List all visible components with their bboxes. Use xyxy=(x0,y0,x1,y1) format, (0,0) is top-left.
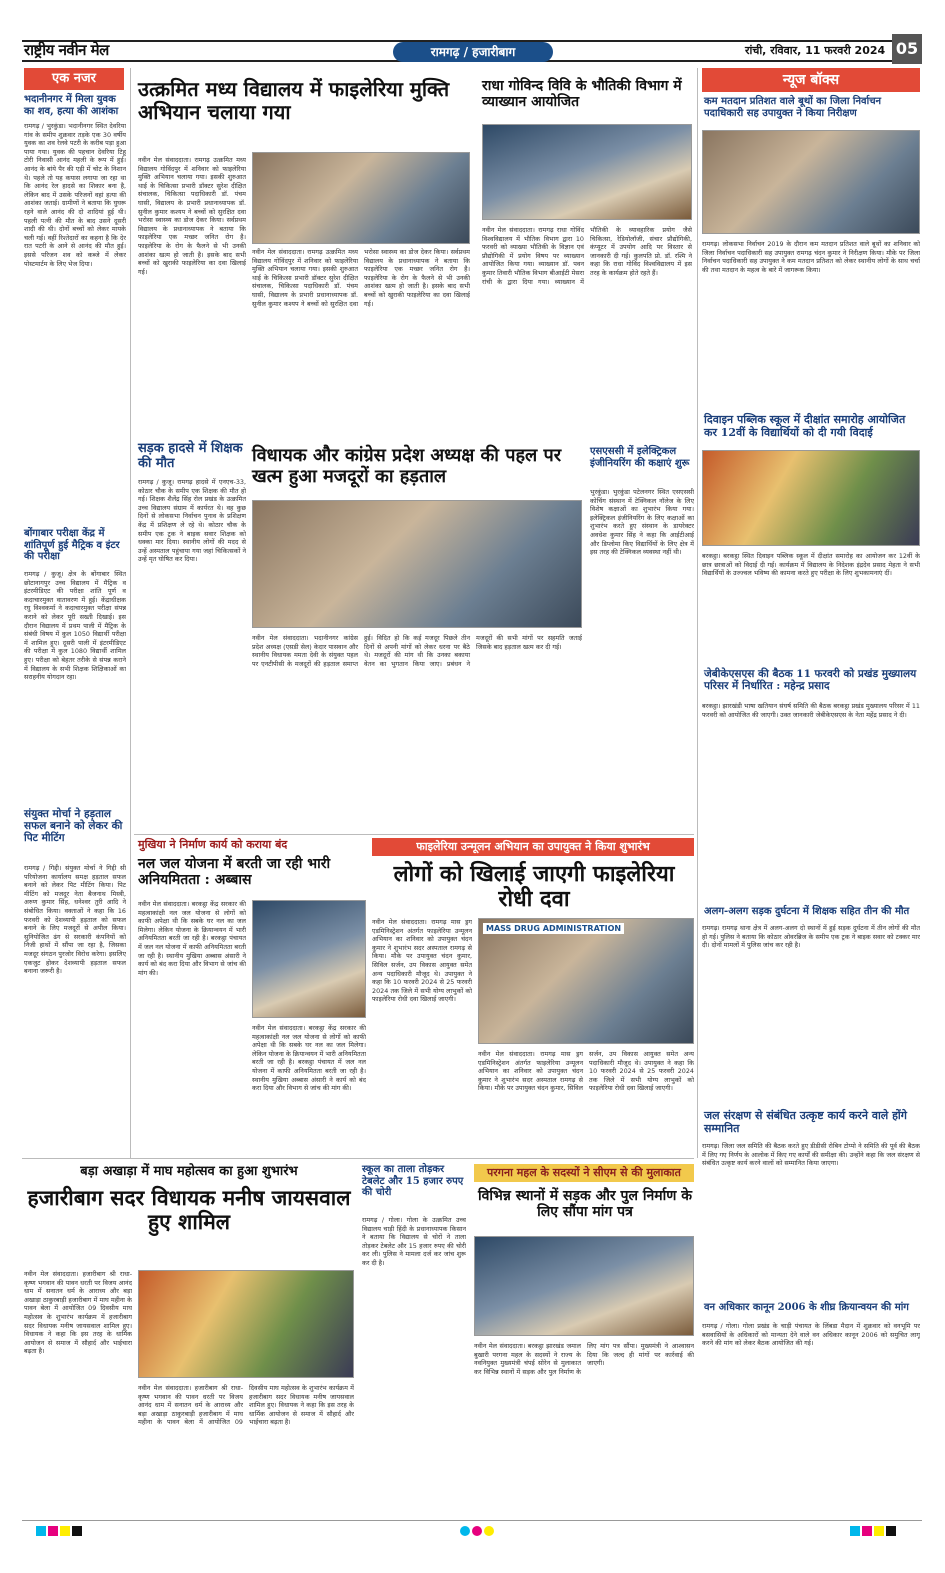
article-2-photo xyxy=(482,124,692,220)
b2-body: रामगढ़ / गोला। गोला के उत्क्रमित उच्च विद्यालय चाड़ी हिंदी के प्रधानाध्यापक किसान ने बताया कि विद्यालय से चोरों ने ताला तोड़कर टेबलेट और 15 हजार रुपए की चोरी कर ली। पुलिस ने मामला दर्ज कर जांच शुरू कर दी है। xyxy=(362,1216,466,1267)
article-1-body: नवीन मेल संवाददाता। रामगढ़ उत्क्रमित मध्य विद्यालय गोविंदपुर में शनिवार को फाइलेरिया मुक्ति अभियान चलाया गया। इसकी शुरुआत थाई के चिकित्सा प्रभारी डॉक्टर सुरेश दीक्षित संचालक, चिकित्सा पदाधिकारी डॉ. पंचम घासी, विद्यालय के प्रभारी प्रधानाध्यापक डॉ. सुनील कुमार कश्यप ने बच्चों को सुरक्षित दवा भरोसा स्वास्थ्य का डोज देकर किया। सर्वप्रथम विद्यालय के प्रधानाध्यापक ने बताया कि फाइलेरिया एक मच्छर जनित रोग है। फाइलेरिया के रोग के फैलने से भी उनकी आशंका खत्म हो जाती है। इसके बाद सभी बच्चों को खुराकी फाइलेरिया का दवा खिलाई गई। xyxy=(138,156,246,276)
registration-dot-magenta xyxy=(472,1526,482,1536)
article-4-photo xyxy=(252,500,582,628)
b3-photo xyxy=(474,1236,694,1336)
row-divider xyxy=(134,834,694,835)
right-story-4-headline: अलग-अलग सड़क दुर्घटना में शिक्षक सहित तीन की मौत xyxy=(704,906,910,917)
article-6-body-cont: नवीन मेल संवाददाता। बरकट्ठा केंद्र सरकार की महत्वाकांक्षी नल जल योजना से लोगों को काफी अपेक्षा थी कि सबके घर नल का जल मिलेगा। लेकिन योजना के क्रियान्वयन में भारी अनियमितता बरती जा रही है। बरकट्ठा पंचायत में जल नल योजना में काफी अनियमितता बरती जा रही है। स्थानीय मुखिया अब्बास अंसारी ने कार्य को बंद करा दिया और विभाग से जांच की मांग की। xyxy=(252,1024,366,1093)
b1-kicker: बड़ा अखाड़ा में माघ महोत्सव का हुआ शुभारंभ xyxy=(80,1164,298,1179)
right-story-2-headline: दिवाइन पब्लिक स्कूल में दीक्षांत समारोह आयोजित कर 12वीं के विद्यार्थियों को दी गयी विदाई xyxy=(704,413,906,439)
ek-nazar-tag: एक नजर xyxy=(24,68,124,90)
b3-body: नवीन मेल संवाददाता। बरकट्ठा झारखंड जमाल बुखारी परगना महल के सदस्यों ने राज्य के नवनियुक्त मुख्यमंत्री चंपई सोरेन से मुलाकात कर विभिन्न स्थानों में सड़क और पुल निर्माण के लिए मांग पत्र सौंपा। मुख्यमंत्री ने आश्वासन दिया कि जल्द ही मांगों पर कार्रवाई की जाएगी। xyxy=(474,1342,694,1376)
right-story-6-body: रामगढ़ / गोला। गोला प्रखंड के चाड़ी पंचायत के लिंबडा मैदान में शुक्रवार को वनभूमि पर बसवासियों के अधिकारों को मान्यता देने वाले वन अधिकार कानून 2006 को समुचित लागू करने की मांग को लेकर बैठक आयोजित की गई। xyxy=(702,1322,920,1348)
article-6-body: नवीन मेल संवाददाता। बरकट्ठा केंद्र सरकार की महत्वाकांक्षी नल जल योजना से लोगों को काफी अपेक्षा थी कि सबके घर नल का जल मिलेगा। लेकिन योजना के क्रियान्वयन में भारी अनियमितता बरती जा रही है। बरकट्ठा पंचायत में जल नल योजना में काफी अनियमितता बरती जा रही है। स्थानीय मुखिया अब्बास अंसारी ने कार्य को बंद करा दिया और विभाग से जांच की मांग की। xyxy=(138,900,246,977)
left-story-3-headline: संयुक्त मोर्चा ने हड़ताल सफल बनाने को लेकर की पिट मीटिंग xyxy=(24,808,123,845)
article-3-body: रामगढ़ / कुजू। रामगढ़ हादसे में एनएच-33, कोठार चौक के समीप एक शिक्षक की मौत हो गई। शिक्षक शैलेंद्र सिंह रोल प्रखंड के उत्क्रमित उच्च विद्यालय संग्राम में कार्यरत थे। वह कुछ दिनों से लोकसभा निर्वाचन पुनाव के प्रशिक्षण केंद्र में प्रशिक्षण ले रहे थे। कोठार चौक के समीप एक ट्रक ने बाइक सवार शिक्षक को धक्का मार दिया। स्थानीय लोगों की मदद से उन्हें अस्पताल पहुंचाया गया जहां चिकित्सकों ने उन्हें मृत घोषित कर दिया। xyxy=(138,478,246,564)
column-divider xyxy=(130,68,131,1158)
section-badge: रामगढ़ / हजारीबाग xyxy=(393,42,553,62)
b1-headline: हजारीबाग सदर विधायक मनीष जायसवाल हुए शामिल xyxy=(27,1185,351,1235)
article-3-headline: सड़क हादसे में शिक्षक की मौत xyxy=(138,441,243,471)
water-tank-photo xyxy=(252,900,366,1018)
right-story-2-photo xyxy=(702,450,920,546)
article-4-headline: विधायक और कांग्रेस प्रदेश अध्यक्ष की पहल पर खत्म हुआ मजदूरों का हड़ताल xyxy=(252,445,562,487)
article-7-body: नवीन मेल संवाददाता। रामगढ़ मास ड्रग एडमिनिस्ट्रेशन अंतर्गत फाइलेरिया उन्मूलन अभियान का शनिवार को उपायुक्त चंदन कुमार ने शुभारंभ सदर अस्पताल रामगढ़ से किया। मौके पर उपायुक्त चंदन कुमार, सिविल सर्जन, उप विकास आयुक्त समेत अन्य पदाधिकारी मौजूद थे। उपायुक्त ने कहा कि 10 फरवरी 2024 से 25 फरवरी 2024 तक जिले में सभी योग्य लाभुकों को फाइलेरिया रोधी दवा खिलाई जाएगी। xyxy=(372,918,472,1004)
registration-cyan-right xyxy=(850,1526,860,1536)
article-1-body-cont: नवीन मेल संवाददाता। रामगढ़ उत्क्रमित मध्य विद्यालय गोविंदपुर में शनिवार को फाइलेरिया मुक्ति अभियान चलाया गया। इसकी शुरुआत थाई के चिकित्सा प्रभारी डॉक्टर सुरेश दीक्षित संचालक, चिकित्सा पदाधिकारी डॉ. पंचम घासी, विद्यालय के प्रभारी प्रधानाध्यापक डॉ. सुनील कुमार कश्यप ने बच्चों को सुरक्षित दवा भरोसा स्वास्थ्य का डोज देकर किया। सर्वप्रथम विद्यालय के प्रधानाध्यापक ने बताया कि फाइलेरिया एक मच्छर जनित रोग है। फाइलेरिया के रोग के फैलने से भी उनकी आशंका खत्म हो जाती है। इसके बाद सभी बच्चों को खुराकी फाइलेरिया का दवा खिलाई गई। xyxy=(252,248,470,308)
right-story-2-body: बरकट्ठा। बरकट्ठा स्थित दिवाइन पब्लिक स्कूल में दीक्षांत समारोह का आयोजन कर 12वीं के छात्र छात्राओं को विदाई दी गई। कार्यक्रम में विद्यालय के निदेशक इंद्रदेव प्रसाद मेहता ने सभी विद्यार्थियों के उज्ज्वल भविष्य की कामना करते हुए परीक्षा के लिए शुभकामनाएं दीं। xyxy=(702,552,920,578)
right-story-1-photo xyxy=(702,130,920,234)
news-box-tag: न्यूज बॉक्स xyxy=(702,68,920,92)
column-divider-right xyxy=(697,68,698,1158)
dateline: रांची, रविवार, 11 फरवरी 2024 xyxy=(745,44,886,57)
registration-black xyxy=(72,1526,82,1536)
right-story-3-body: बरकट्ठा। झारखंडी भाषा खतियान संघर्ष समिति की बैठक बरकट्ठा प्रखंड मुख्यालय परिसर में 11 फरवरी को आयोजित की जाएगी। उक्त जानकारी जेबीकेएसएस के नेता महेंद्र प्रसाद ने दी। xyxy=(702,702,920,719)
mass-drug-banner: MASS DRUG ADMINISTRATION xyxy=(483,923,624,934)
article-7-photo xyxy=(478,918,694,1044)
article-6-kicker: मुखिया ने निर्माण कार्य को कराया बंद xyxy=(138,838,288,851)
article-1-headline: उत्क्रमित मध्य विद्यालय में फाइलेरिया मुक्ति अभियान चलाया गया xyxy=(138,77,450,124)
article-6-headline: नल जल योजना में बरती जा रही भारी अनियमितता : अब्बास xyxy=(138,856,331,889)
article-2-headline: राधा गोविन्द विवि के भौतिकी विभाग में व्याख्यान आयोजित xyxy=(482,78,682,111)
article-2-body: नवीन मेल संवाददाता। रामगढ़ राधा गोविंद विश्वविद्यालय में भौतिक विभाग द्वारा 10 फरवरी को व्याख्या भौतिकी के विज्ञान एवं प्रौद्योगिकी में प्रयोग विषय पर व्याख्यान आयोजित किया गया। व्याख्यान डॉ. पवन कुमार तिवारी भौतिक विभाग बीआईटी मेसरा रांची के द्वारा दिया गया। व्याख्यान में भौतिकी के व्यावहारिक प्रयोग जैसे चिकित्सा, रेडियोलॉजी, संचार प्रौद्योगिकी, कंप्यूटर में उपयोग आदि पर विस्तार से जानकारी दी गई। कुलपति प्रो. डॉ. रश्मि ने कहा कि राधा गोविंद विश्वविद्यालय में इस तरह के कार्यक्रम होते रहते हैं। xyxy=(482,226,692,286)
article-7-body-cont: नवीन मेल संवाददाता। रामगढ़ मास ड्रग एडमिनिस्ट्रेशन अंतर्गत फाइलेरिया उन्मूलन अभियान का शनिवार को उपायुक्त चंदन कुमार ने शुभारंभ सदर अस्पताल रामगढ़ से किया। मौके पर उपायुक्त चंदन कुमार, सिविल सर्जन, उप विकास आयुक्त समेत अन्य पदाधिकारी मौजूद थे। उपायुक्त ने कहा कि 10 फरवरी 2024 से 25 फरवरी 2024 तक जिले में सभी योग्य लाभुकों को फाइलेरिया रोधी दवा खिलाई जाएगी। xyxy=(478,1050,694,1093)
right-story-5-headline: जल संरक्षण से संबंधित उत्कृष्ट कार्य करने वाले होंगे सम्मानित xyxy=(704,1109,907,1135)
right-story-1-body: रामगढ़। लोकसभा निर्वाचन 2019 के दौरान कम मतदान प्रतिशत वाले बूथों का शनिवार को जिला निर्वाचन पदाधिकारी सह उपायुक्त रामगढ़ चंदन कुमार ने निरीक्षण किया। मौके पर जिला निर्वाचन पदाधिकारी सह उपायुक्त ने कम मतदान प्रतिशत को लेकर स्थानीय लोगों के साथ चर्चा की तथा मतदान के महत्व के बारे में जागरूक किया। xyxy=(702,240,920,274)
registration-dot-cyan xyxy=(460,1526,470,1536)
registration-magenta-right xyxy=(862,1526,872,1536)
right-story-5-body: रामगढ़। जिला जल समिति की बैठक करते हुए डीडीसी रोबिन टोप्पो ने समिति की पूर्व की बैठक में लिए गए निर्णय के आलोक में किए गए कार्यों की समीक्षा की। उन्होंने कहा कि जल संरक्षण से संबंधित उत्कृष्ट कार्य करने वालों को सम्मानित किया जाएगा। xyxy=(702,1142,920,1168)
article-1-photo xyxy=(252,152,470,244)
row-divider-lower xyxy=(22,1158,694,1159)
page-number: 05 xyxy=(892,34,922,64)
registration-black-right xyxy=(886,1526,896,1536)
registration-cyan xyxy=(36,1526,46,1536)
b1-photo xyxy=(138,1270,354,1378)
right-story-6-headline: वन अधिकार कानून 2006 के शीघ्र क्रियान्वयन की मांग xyxy=(704,1302,909,1313)
b3-band: परगना महल के सदस्यों ने सीएम से की मुलाकात xyxy=(474,1164,694,1182)
b1-body: नवीन मेल संवाददाता। हजारीबाग श्री राधा-कृष्ण भगवान की पावन धरती पर विजय आनंद धाम में सनातन धर्म के आराध्य और बड़ा अखाड़ा ठाकुरबाड़ी हजारीबाग में माघ महीना के पावन बेला में आयोजित 09 दिवसीय माघ महोत्सव के शुभारंभ कार्यक्रम में हजारीबाग सदर विधायक मनीष जायसवाल शामिल हुए। विधायक ने कहा कि इस तरह के धार्मिक आयोजन से समाज में सौहार्द और भाईचारा बढ़ता है। xyxy=(24,1270,132,1356)
b1-body-cont: नवीन मेल संवाददाता। हजारीबाग श्री राधा-कृष्ण भगवान की पावन धरती पर विजय आनंद धाम में सनातन धर्म के आराध्य और बड़ा अखाड़ा ठाकुरबाड़ी हजारीबाग में माघ महीना के पावन बेला में आयोजित 09 दिवसीय माघ महोत्सव के शुभारंभ कार्यक्रम में हजारीबाग सदर विधायक मनीष जायसवाल शामिल हुए। विधायक ने कहा कि इस तरह के धार्मिक आयोजन से समाज में सौहार्द और भाईचारा बढ़ता है। xyxy=(138,1384,354,1427)
newspaper-title: राष्ट्रीय नवीन मेल xyxy=(24,41,109,59)
article-4-body: नवीन मेल संवाददाता। भदानीनगर कांग्रेस प्रदेश अध्यक्ष (एसडी सेल) केदार पासवान और स्थानीय विधायक ममता देवी के संयुक्त पहल पर एनटीपीसी के मजदूरों की हड़ताल समाप्त हुई। विदित हो कि कई मजदूर पिछले तीन दिनों से अपनी मांगों को लेकर धरना पर बैठे थे। मजदूरों की मांग थी कि उनका बकाया वेतन का भुगतान किया जाए। प्रबंधन ने मजदूरों की सभी मांगों पर सहमति जताई जिसके बाद हड़ताल खत्म कर दी गई। xyxy=(252,634,582,668)
registration-magenta xyxy=(48,1526,58,1536)
registration-dot-yellow xyxy=(484,1526,494,1536)
registration-yellow xyxy=(60,1526,70,1536)
article-5-body: भुरकुंडा। भुरकुंडा पटेलनगर स्थित एसएससी कोचिंग संस्थान में टेक्निकल नॉलेज के लिए विशेष कक्षाओं का शुभारंभ किया गया। इलेक्ट्रिकल इंजीनियरिंग के लिए कक्षाओं का शुभारंभ करते हुए संस्थान के डायरेक्टर अवधेश कुमार सिंह ने कहा कि आईटीआई और डिप्लोमा किए विद्यार्थियों के लिए क्षेत्र में इस तरह की टेक्निकल व्यवस्था नहीं थी। xyxy=(590,488,694,557)
article-7-band: फाइलेरिया उन्मूलन अभियान का उपायुक्त ने किया शुभारंभ xyxy=(372,838,694,856)
b2-headline: स्कूल का ताला तोड़कर टेबलेट और 15 हजार रुपए की चोरी xyxy=(362,1164,464,1198)
left-story-2-body: रामगढ़ / कुजू। क्षेत्र के बोंगाबार स्थित छोटानागपुर उच्च विद्यालय में मैट्रिक व इंटरमीडिएट की परीक्षा शांति पूर्ण व कदाचारमुक्त वातावरण में हुई। केंद्राधीक्षक रघु विश्वकर्मा ने कदाचारमुक्त परीक्षा संपन्न कराने को लेकर पूरी सख्ती दिखाई। इस दौरान विद्यालय में प्रथम पाली में मैट्रिक के संबंधी विषय में कुल 1050 विद्यार्थी परीक्षा में शामिल हुए। दूसरी पाली में इंटरमीडिएट की परीक्षा में कुल 1080 विद्यार्थी शामिल हुए। परीक्षा को बेहतर तरीके से संपन्न कराने में विद्यालय के सभी शिक्षक शिक्षिकाओं का सराहनीय योगदान रहा। xyxy=(24,570,126,682)
left-story-1-headline: भदानीनगर में मिला युवक का शव, हत्या की आशंका xyxy=(24,94,119,117)
b3-headline: विभिन्न स्थानों में सड़क और पुल निर्माण के लिए सौंपा मांग पत्र xyxy=(478,1188,692,1221)
article-5-headline: एसएससी में इलेक्ट्रिकल इंजीनियरिंग की कक्षाएं शुरू xyxy=(590,446,690,469)
left-story-1-body: रामगढ़ / भुरकुंडा। भदानीनगर स्थित देवरिया गांव के समीप शुक्रवार तड़के एक 30 वर्षीय युवक का शव रेलवे पटरी के करीब पड़ा हुआ पाया गया। युवक की पहचान देवरिया टिहू टोरी निवासी आनंद महली के रूप में हुई। आनंद के बांये पैर की एड़ी में चोट के निशान थे। पहले तो यह कयास लगाया जा रहा था कि आनंद रेल हादसे का शिकार बना है, लेकिन बाद में उसके परिजनों वहां हत्या की आशंका जताई। ग्रामीणों ने बताया कि घुघरू रहने वाले आनंद की दो शादियां हुई थी। पहली पत्नी की मौत के बाद उसने दूसरी शादी की थी। दोनों बच्चों को लेकर मायके चली गई। वहीं रिश्तेदारों का कहना है कि देर रात पटरी के आने से आनंद की मौत हुई। इससे परिजन शव को कब्जे में लेकर पोस्टमार्टम के लिए भेज दिया। xyxy=(24,122,126,268)
registration-yellow-right xyxy=(874,1526,884,1536)
left-story-2-headline: बोंगाबार परीक्षा केंद्र में शांतिपूर्ण हुई मैट्रिक व इंटर की परीक्षा xyxy=(24,528,120,562)
right-story-1-headline: कम मतदान प्रतिशत वाले बूथों का जिला निर्वाचन पदाधिकारी सह उपायुक्त ने किया निरीक्षण xyxy=(704,96,882,119)
left-story-3-body: रामगढ़ / गिद्दी। संयुक्त मोर्चा ने गिद्दी सी परियोजना कार्यालय समक्ष हड़ताल सफल बनाने को लेकर पिट मीटिंग किया। पिट मीटिंग को मजदूर नेता बैजनाथ मिस्त्री, अरुण कुमार सिंह, धनेश्वर तुरी आदि ने संबोधित किया। वक्ताओं ने कहा कि 16 फरवरी को देशव्यापी हड़ताल को सफल बनाने के लिए मजदूरों से अपील किया। सुनियोजित ढंग से सरकारी कंपनियों को निजी हाथों में सौंपा जा रहा है, जिसका मजदूर संगठन पुरजोर विरोध करेगा। इसलिए एकजुट होकर देशव्यापी हड़ताल सफल बनाना जरूरी है। xyxy=(24,864,126,976)
right-story-4-body: रामगढ़। रामगढ़ थाना क्षेत्र में अलग-अलग दो स्थानों में हुई सड़क दुर्घटना में तीन लोगों की मौत हो गई। पुलिस ने बताया कि कोठार ओवरब्रिज के समीप एक ट्रक ने बाइक सवार को टक्कर मार दी। दोनों मामलों में पुलिस जांच कर रही है। xyxy=(702,924,920,950)
right-story-3-headline: जेबीकेएसएस की बैठक 11 फरवरी को प्रखंड मुख्यालय परिसर में निर्धारित : महेन्द्र प्रसाद xyxy=(704,668,917,693)
article-7-headline: लोगों को खिलाई जाएगी फाइलेरिया रोधी दवा xyxy=(393,861,675,913)
